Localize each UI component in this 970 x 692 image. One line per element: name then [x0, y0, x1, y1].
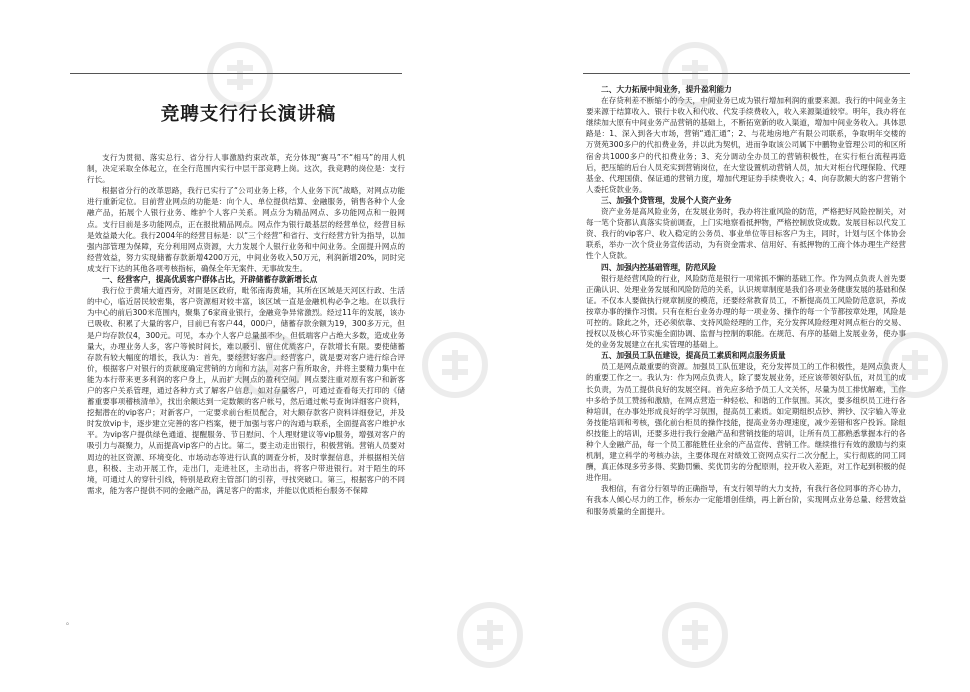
- watermark-logo-icon: [660, 600, 730, 670]
- body-paragraph: 银行是经营风险的行业，风险防范是银行一项常抓不懈的基础工作。作为网点负责人首先要正确认识、处理业务发展和风险防范的关系，认识规章制度是我们各项业务健康发展的基础和保证。不仅本人要做执行规章制度的模范，还要经常教育员工，不断提高员工风险防范意识，养成按章办事的操作习惯。只有在柜台业务办理的每一项业务、操作的每一个节都按章处理，风险是可控的。除此之外，还必须依靠、支持风险经理的工作，充分发挥风险经理对网点柜台的交易、授权以及核心环节实施全面协调、监督与控制的职能。在规范、有序的基础上发展业务，使办事处的业务发展建立在扎实管理的基础上。: [586, 273, 906, 350]
- body-paragraph: 支行为贯彻、落实总行、省分行人事激励约束改革，充分体现“赛马”不“相马”的用人机制，决定采取全体起立，在全行范围内实行中层干部竞聘上岗。这次，我竞聘的岗位是：支行行长。: [87, 153, 405, 185]
- body-paragraph: 在存贷利差不断缩小的今天，中间业务已成为银行增加利润的重要来源。我行的中间业务主要来源于结算收入、银行卡收入和代收、代发手续费收入，收入来源渠道较窄。明年，我办将在继续加大原有中间业务产品营销的基础上，不断拓宽新的收入渠道，增加中间业务收入。具体思路是：1、深入到各大市场，营销“通汇通”；2、与花地房地产有限公司联系，争取明年交楼的万贤苑300多户的代扣费业务，并以此为契机，进而争取该公司属下中鹏物业管理公司的和区所宿舍共1000多户的代扣费业务；3、充分调动全办员工的营销积极性，在实行柜台流程再造后，把压缩的后台人员充实到营销岗位，在大堂设置机动营销人员，加大对柜台代理保险、代理基金、代理国债、保证通的营销力度，增加代理证券手续费收入；4、向存款额大的客户营销个人委托贷款业务。: [586, 96, 906, 194]
- body-paragraph: 员工是网点最重要的资源。加强员工队伍建设，充分发挥员工的工作积极性，是网点负责人的重要工作之一。我认为：作为网点负责人，除了要发展业务，还应该带领好队伍，对员工的成长负责，为员工提供良好的发展空间。首先应多给予员工人文关怀，尽量为员工排忧解难，工作中多给予员工赞扬和激励，在网点营造一种轻松、和谐的工作氛围。其次，要多组织员工进行各种培训，在办事处形成良好的学习氛围，提高员工素质。如定期组织点钞、辨钞、汉字输入等业务技能培训和考核，强化前台柜员的操作技能，提高业务办理速度，减少差错和客户投诉。除组织技能上的培训，还要多进行我行金融产品和营销技能的培训，让所有员工都熟悉掌握本行的各种个人金融产品，每一个员工都能胜任业余的产品宣传、营销工作。继续推行有效的激励与约束机制，建立科学的考核办法，主要体现在对绩效工资网点实行二次分配上，实行彻底的同工同酬，真正体现多劳多得、奖勤罚懒、奖优罚劣的分配原则，拉开收入差距，对工作起到积极的促进作用。: [586, 362, 906, 483]
- watermark-logo-icon: [880, 330, 950, 400]
- right-body-text: [586, 84, 906, 517]
- watermark-logo-icon: [660, 40, 730, 110]
- watermark-logo-icon: [205, 40, 275, 110]
- right-page-content: [586, 84, 906, 676]
- watermark-logo-icon: [420, 330, 490, 400]
- watermark-logo-icon: [235, 330, 305, 400]
- body-paragraph: 我行位于黄埔大道西旁，对面是区政府，毗邻南海黄埔，其所在区域是天河区行政、生活的中心，临近居民较密集，客户资源相对较丰富，该区域一直是金融机构必争之地。在以我行为中心的前后300米范围内，聚集了6家商业银行，金融竞争异常激烈。经过11年的发展，该办已吸收、积累了大量的客户，目前已有客户44，000户，储蓄存款余额为19，300多万元，但是户均存款仅4，300元。可见，本办个人客户总量虽不少，但低端客户占绝大多数，造成业务量大，办理业务人多，客户等候时间长，难以吸引、留住优质客户，存款增长有限。要使储蓄存款有较大幅度的增长，我认为：首先，要经营好客户。经营客户，就是要对客户进行综合评价，根据客户对银行的贡献度确定营销的方向和方法，对客户有所取舍，并将主要精力集中在能为本行带来更多利润的客户身上，从而扩大网点的盈利空间。网点要注重对原有客户和新客户的客户关系管理，通过各种方式了解客户信息，如对存量客户，可通过查看每天打印的《储蓄重要事项稽核清单》，找出余额达到一定数额的客户帐号，然后通过帐号查询详细客户资料，挖掘潜在的vip客户；对新客户，一定要求前台柜员配合，对大额存款客户资料详细登记，并及时发放vip卡，逐步建立完善的客户档案，便于加强与客户的沟通与联系，全面提高客户维护水平。为vip客户提供绿色通道、提醒服务、节日慰问、个人理财建议等vip服务，增强对客户的吸引力与凝聚力，从而提高vip客户的占比。第二，要主动走出银行，积极营销。营销人员要对周边的社区资源、环境变化、市场动态等进行认真的调查分析，及时掌握信息，并根据相关信息，积极、主动开展工作，走出门，走进社区，主动出击，将客户带进银行。对于陌生的环境，可通过人的穿针引线，特别是政府主管部门的引荐，寻找突破口。第三，根据客户的不同需求，能为客户提供不同的金融产品，满足客户的需求，并能以优质柜台服务不保障: [87, 286, 405, 495]
- section-heading: 五、加强员工队伍建设，提高员工素质和网点服务质量: [601, 351, 786, 361]
- section-heading: 二、大力拓展中间业务，提升盈利能力: [601, 85, 732, 94]
- section-heading: 三、加强个贷管理，发展个人资产业务: [601, 195, 732, 205]
- document-title: 竞聘支行行长演讲稿: [160, 104, 337, 125]
- body-paragraph: 根据省分行的改革思路，我行已实行了“公司业务上移，个人业务下沉”战略，对网点功能进行重新定位。目前营业网点的功能是：向个人、单位提供结算、金融服务，销售各种个人金融产品，拓展个人银行业务、维护个人客户关系。网点分为精品网点、多功能网点和一般网点。支行目前是多功能网点，正在报批精品网点。网点作为银行最基层的经营单位，经营目标是效益最大化。我行2004年的经营目标是：以“三个经营”和省行、支行经营方针为指导，以加强内部管理为保障，充分利用网点资源，大力发展个人银行业务和中间业务。全面提升网点的经营效益，努力实现储蓄存款新增4200万元，中间业务收入50万元，利润新增20%，同时完成支行下达的其他各项考核指标，确保全年无案件、无事故发生。: [87, 186, 405, 273]
- section-heading: 四、加强内控基础管理，防范风险: [601, 262, 717, 272]
- right-header-rule: [583, 73, 910, 74]
- page-mark: 。: [66, 617, 74, 626]
- left-body-text: [87, 152, 405, 496]
- body-paragraph: 我相信，有省分行领导的正确指导，有支行领导的大力支持，有我行各位同事的齐心协力，有我本人倾心尽力的工作，桥东办一定能增创佳绩，再上新台阶，实现网点业务总量、经营效益和服务质量的全面提升。: [586, 484, 906, 516]
- watermark-logo-icon: [455, 600, 525, 670]
- section-heading: 一、经营客户，提高优质客户群体占比，开辟储蓄存款新增长点: [102, 275, 318, 285]
- body-paragraph: 资产业务是高风险业务，在发展业务时，我办将注重风险的防范，严格把好风险控制关，对每一笔个贷都认真落实贷前调查，上门实地察看抵押物，严格控制放贷成数。发展目标以代发工资、我行的vip客户、收入稳定的公务员、事业单位等目标客户为主，同时，计划与区个体协会联系，举办一次个贷业务宣传活动，为有资金需求、信用好、有抵押物的工商个体办理生产经营性个人贷款。: [586, 207, 906, 261]
